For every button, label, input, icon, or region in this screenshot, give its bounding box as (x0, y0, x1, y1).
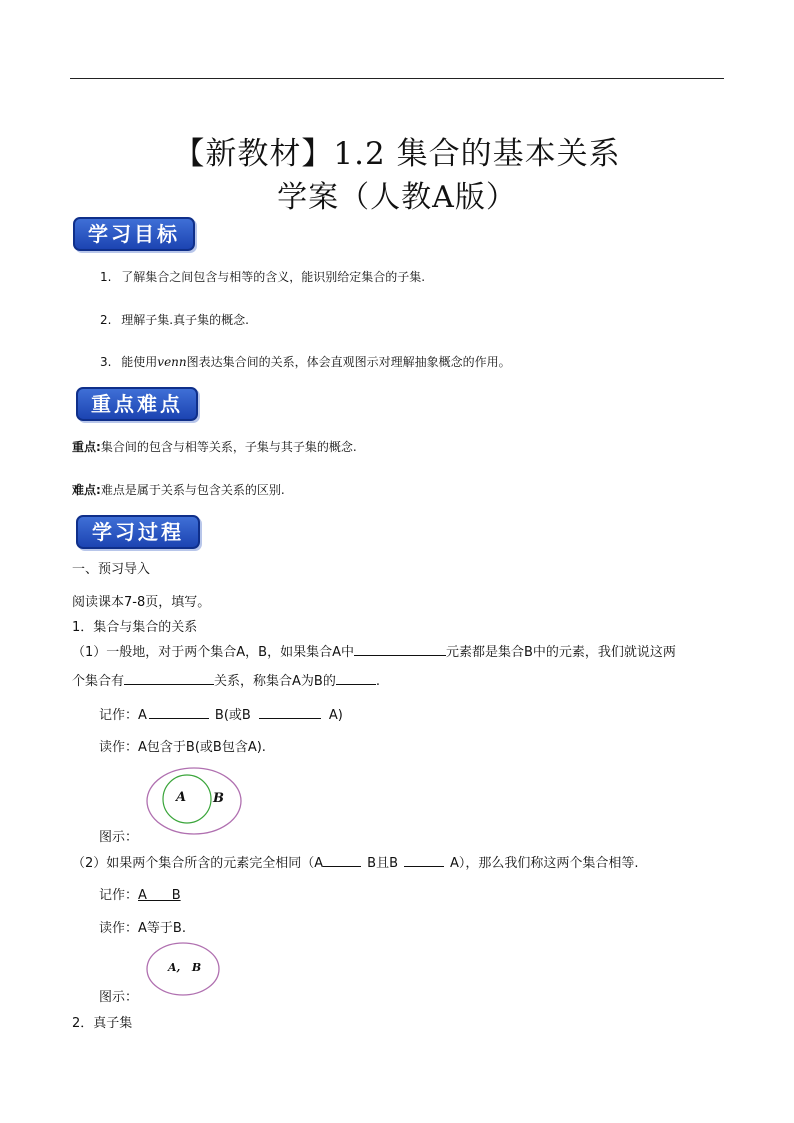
objective-1 (100, 268, 425, 285)
read-text: A包含于B(或B包含A). (138, 740, 266, 755)
read2-line (99, 917, 186, 936)
notation-line (99, 704, 343, 723)
objectives-badge: 学习目标 (73, 217, 195, 251)
para2-text-b: B且B (367, 856, 399, 871)
venn2-label: A, B (168, 961, 202, 974)
para1-text-b: 元素都是集合B中的元素，我们就说这两 (445, 645, 676, 660)
objective-text: 理解子集.真子集的概念. (121, 313, 249, 327)
para1-line2 (72, 670, 380, 689)
process-badge: 学习过程 (76, 515, 200, 549)
section-preview: 一、预习导入 (72, 562, 151, 577)
key-points-badge: 重点难点 (76, 387, 198, 421)
focus-text: 集合间的包含与相等关系，子集与其子集的概念. (100, 440, 357, 454)
item2-title: 2．真子集 (72, 1016, 133, 1031)
item1-title: 1．集合与集合的关系 (72, 620, 198, 635)
page-title: 【新教材】1.2 集合的基本关系 (173, 136, 621, 172)
notation-c: A) (328, 708, 343, 723)
para1-text-a: （1）一般地，对于两个集合A，B，如果集合A中 (72, 645, 354, 660)
fill-blank-7 (404, 854, 444, 867)
objective-text-post: 图表达集合间的关系，体会直观图示对理解抽象概念的作用。 (186, 355, 511, 369)
para2-line (72, 852, 639, 871)
difficulty-text: 难点是属于关系与包含关系的区别. (100, 483, 285, 497)
fill-blank-3 (336, 672, 376, 685)
notation-label: 记作： (99, 708, 139, 723)
read-line (99, 736, 266, 755)
notation2-text: A B (138, 888, 181, 903)
objective-2 (100, 311, 249, 328)
objective-text: 了解集合之间包含与相等的含义，能识别给定集合的子集. (121, 270, 426, 284)
fill-blank-2 (124, 672, 214, 685)
para2-text-a: （2）如果两个集合所含的元素完全相同（A (72, 856, 324, 871)
figure-label-1: 图示： (99, 830, 139, 845)
notation2-line (99, 884, 181, 903)
reading-instruction: 阅读课本7-8页，填写。 (72, 595, 211, 610)
objective-text-pre: 能使用 (121, 355, 158, 369)
objective-number: 1. (100, 270, 112, 284)
read2-text: A等于B. (138, 921, 186, 936)
notation-a: A (138, 708, 147, 723)
difficulty-label: 难点: (72, 483, 101, 497)
para1-text-d: 关系，称集合A为B的 (214, 674, 336, 689)
fill-blank-6 (323, 854, 361, 867)
para1-text-c: 个集合有 (72, 674, 125, 689)
focus-line (72, 438, 357, 455)
para2-text-c: A），那么我们称这两个集合相等. (450, 856, 639, 871)
inner-set-circle (163, 775, 211, 823)
figure-label-2: 图示： (99, 990, 139, 1005)
para1-text-e: . (375, 674, 380, 689)
objective-number: 2. (100, 313, 112, 327)
read2-label: 读作： (99, 921, 139, 936)
outer-set-ellipse (147, 768, 241, 834)
para1-line1 (72, 641, 732, 660)
focus-label: 重点: (72, 440, 101, 454)
venn-subset-diagram (144, 765, 244, 837)
fill-blank-5 (259, 706, 321, 719)
header-rule (70, 78, 724, 79)
difficulty-line (72, 481, 285, 498)
objective-number: 3. (100, 355, 112, 369)
fill-blank-4 (149, 706, 209, 719)
notation-b: B(或B (214, 708, 251, 723)
fill-blank-1 (354, 643, 446, 656)
objective-3 (100, 353, 511, 370)
read-label: 读作： (99, 740, 139, 755)
venn1-label-b: B (213, 791, 224, 806)
notation2-label: 记作： (99, 888, 139, 903)
page-subtitle: 学案（人教A版） (277, 180, 517, 215)
venn-term: venn (157, 355, 187, 369)
venn1-label-a: A (176, 790, 187, 805)
